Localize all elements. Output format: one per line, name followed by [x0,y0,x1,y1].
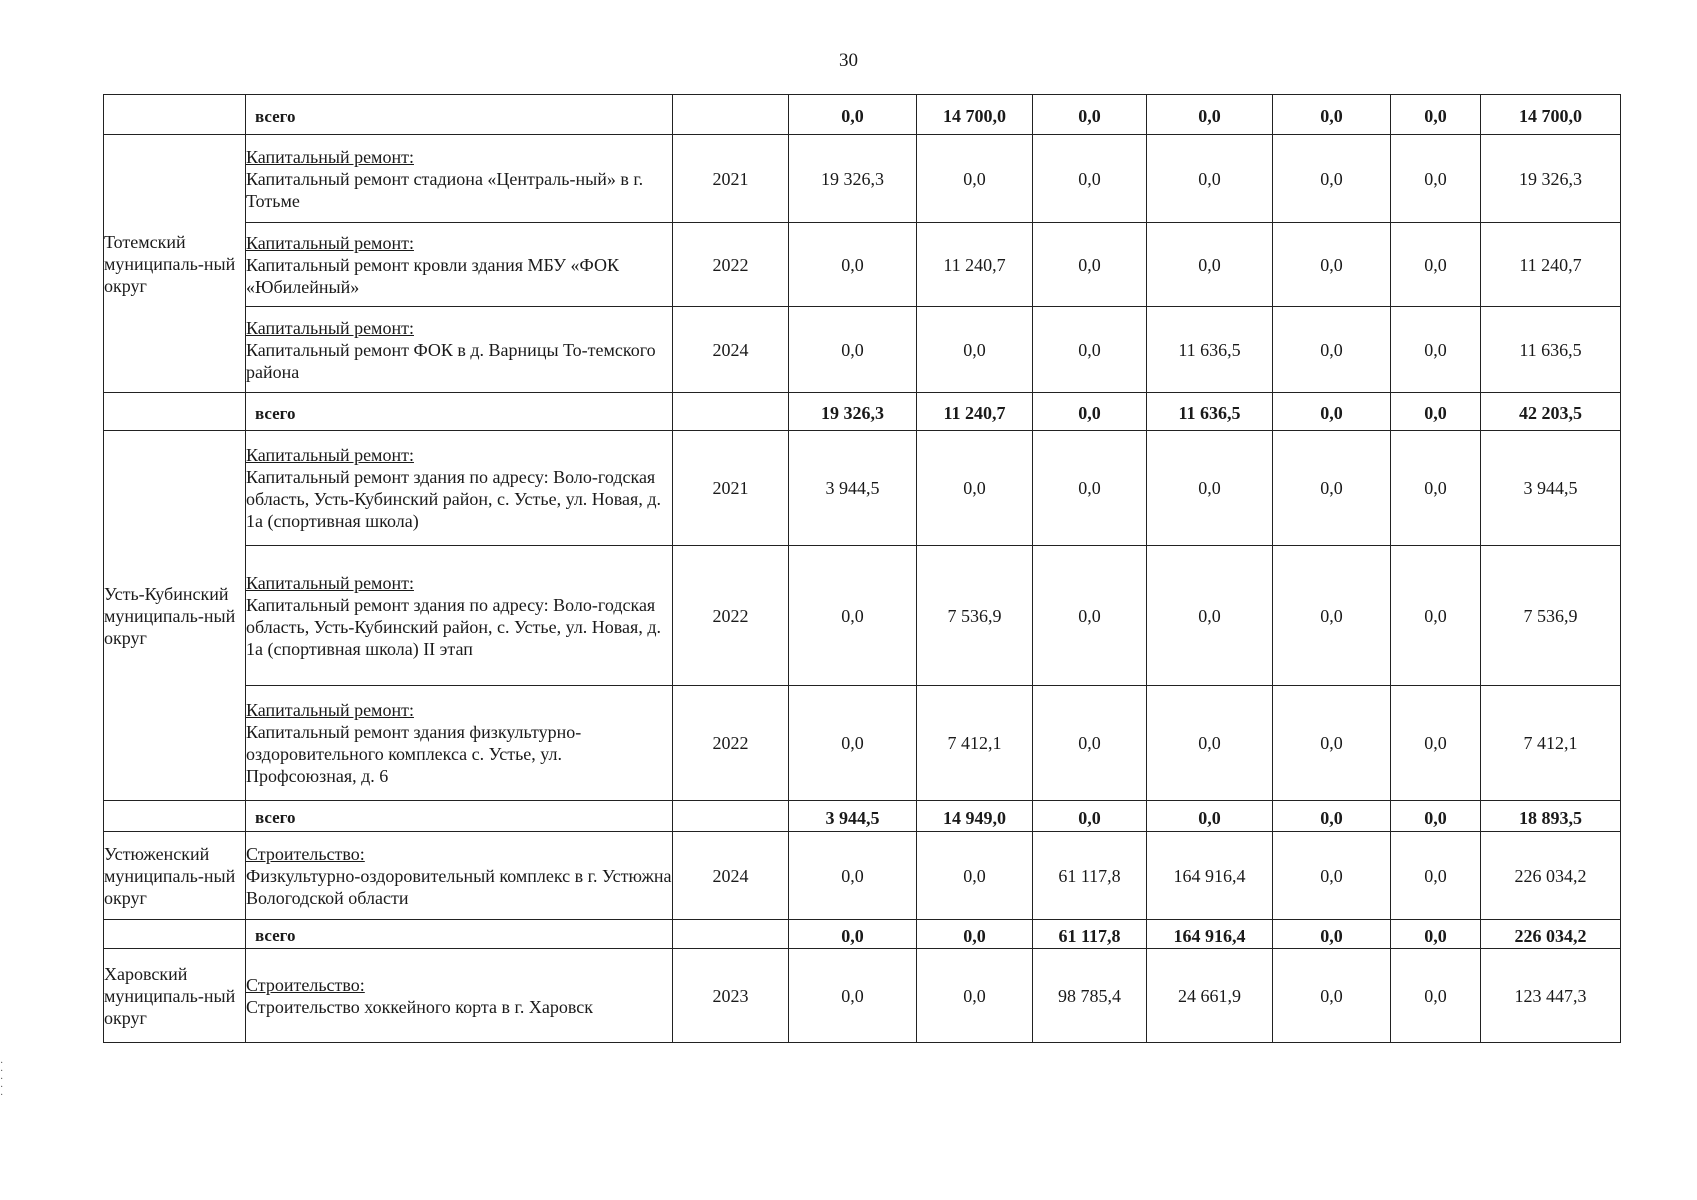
table-row [104,546,1621,686]
amount-cell: 0,0 [789,307,917,393]
amount-cell: 0,0 [1273,223,1391,307]
object-description [246,832,673,920]
amount-cell: 0,0 [1033,686,1147,801]
amount-cell: 0,0 [917,135,1033,223]
year-cell-empty [673,393,789,431]
object-description [246,307,673,393]
amount-cell: 0,0 [1273,920,1391,949]
amount-cell: 61 117,8 [1033,920,1147,949]
amount-cell: 0,0 [1391,949,1481,1043]
amount-cell: 3 944,5 [789,431,917,546]
amount-cell: 0,0 [1391,801,1481,832]
amount-cell: 0,0 [1391,95,1481,135]
amount-total: 11 636,5 [1481,307,1621,393]
total-label: всего [246,801,673,832]
amount-cell: 0,0 [789,546,917,686]
work-type-label: Капитальный ремонт: [246,232,414,253]
total-label: всего [246,920,673,949]
object-description [246,431,673,546]
amount-cell: 0,0 [1033,307,1147,393]
work-type-label: Капитальный ремонт: [246,700,414,720]
total-label: всего [246,393,673,431]
year-cell: 2022 [673,546,789,686]
year-cell: 2022 [673,686,789,801]
work-type-label: Строительство: [246,843,365,864]
amount-cell: 0,0 [1147,223,1273,307]
object-name: Капитальный ремонт здания по адресу: Воло-годская область, Усть-Кубинский район, с. Устье, ул. Новая, д. 1а (спортивная школа) [246,467,661,531]
amount-cell: 0,0 [1273,832,1391,920]
amount-cell: 0,0 [1391,307,1481,393]
table-row [104,223,1621,307]
work-type-label: Строительство: [246,974,365,995]
amount-total: 226 034,2 [1481,920,1621,949]
municipality-name: Усть-Кубинский муниципаль-ный округ [104,431,246,801]
table-body [104,95,1621,1043]
amount-cell: 0,0 [789,686,917,801]
amount-cell: 0,0 [1273,307,1391,393]
table-row [104,307,1621,393]
object-name: Капитальный ремонт ФОК в д. Варницы То-темского района [246,339,656,382]
funding-table [103,94,1621,1043]
amount-cell: 61 117,8 [1033,832,1147,920]
municipality-cell-empty [104,393,246,431]
table-row [104,686,1621,801]
year-cell: 2024 [673,307,789,393]
margin-marks: · · · · · [0,1058,4,1101]
object-description [246,135,673,223]
amount-cell: 0,0 [1147,546,1273,686]
amount-cell: 0,0 [1273,801,1391,832]
amount-cell: 7 536,9 [917,546,1033,686]
amount-cell: 0,0 [1273,686,1391,801]
amount-cell: 98 785,4 [1033,949,1147,1043]
amount-cell: 14 949,0 [917,801,1033,832]
amount-cell: 0,0 [1273,95,1391,135]
amount-cell: 0,0 [1391,686,1481,801]
total-row [104,393,1621,431]
amount-cell: 11 636,5 [1147,393,1273,431]
work-type-label: Капитальный ремонт: [246,146,414,167]
municipality-name: Харовский муниципаль-ный округ [104,949,246,1043]
object-name: Капитальный ремонт стадиона «Централь-ный» в г. Тотьме [246,168,644,211]
amount-total: 3 944,5 [1481,431,1621,546]
year-cell: 2021 [673,135,789,223]
amount-cell: 7 412,1 [917,686,1033,801]
object-name: Капитальный ремонт здания по адресу: Воло-годская область, Усть-Кубинский район, с. Устье, ул. Новая, д. 1а (спортивная школа) II этап [246,594,661,659]
amount-cell: 11 240,7 [917,393,1033,431]
amount-total: 226 034,2 [1481,832,1621,920]
amount-cell: 0,0 [1147,686,1273,801]
amount-total: 7 536,9 [1481,546,1621,686]
amount-total: 18 893,5 [1481,801,1621,832]
year-cell: 2023 [673,949,789,1043]
amount-cell: 0,0 [789,832,917,920]
total-row [104,801,1621,832]
municipality-cell-empty [104,920,246,949]
total-label: всего [246,95,673,135]
amount-cell: 0,0 [1033,393,1147,431]
amount-cell: 0,0 [1147,135,1273,223]
amount-cell: 14 700,0 [917,95,1033,135]
municipality-cell-empty [104,801,246,832]
amount-cell: 0,0 [1147,95,1273,135]
year-cell: 2024 [673,832,789,920]
amount-cell: 0,0 [1391,431,1481,546]
amount-cell: 0,0 [917,832,1033,920]
year-cell-empty [673,920,789,949]
object-name: Строительство хоккейного корта в г. Харовск [246,996,593,1017]
amount-cell: 0,0 [1391,393,1481,431]
table-row [104,431,1621,546]
amount-cell: 24 661,9 [1147,949,1273,1043]
table-row [104,832,1621,920]
object-name: Физкультурно-оздоровительный комплекс в г. Устюжна Вологодской области [246,865,672,908]
amount-cell: 0,0 [1033,223,1147,307]
amount-cell: 0,0 [789,920,917,949]
amount-cell: 0,0 [1033,135,1147,223]
amount-cell: 0,0 [789,949,917,1043]
object-name: Капитальный ремонт здания физкультурно-оздоровительного комплекса с. Устье, ул. Профсоюзная, д. 6 [246,722,582,786]
year-cell: 2021 [673,431,789,546]
municipality-cell-empty [104,95,246,135]
object-description [246,223,673,307]
object-description [246,546,673,686]
amount-cell: 0,0 [1033,801,1147,832]
amount-cell: 0,0 [1147,801,1273,832]
total-row [104,920,1621,949]
amount-cell: 11 240,7 [917,223,1033,307]
amount-cell: 0,0 [1391,546,1481,686]
amount-cell: 0,0 [789,223,917,307]
amount-cell: 164 916,4 [1147,920,1273,949]
table-row [104,135,1621,223]
amount-cell: 0,0 [1273,546,1391,686]
page-number: 30 [839,50,858,71]
amount-cell: 0,0 [1033,95,1147,135]
amount-cell: 0,0 [917,307,1033,393]
object-name: Капитальный ремонт кровли здания МБУ «ФОК «Юбилейный» [246,254,619,297]
amount-cell: 0,0 [917,949,1033,1043]
amount-cell: 19 326,3 [789,135,917,223]
municipality-name: Устюженский муниципаль-ный округ [104,832,246,920]
amount-cell: 0,0 [1033,431,1147,546]
amount-cell: 0,0 [1391,223,1481,307]
amount-cell: 0,0 [917,920,1033,949]
amount-total: 123 447,3 [1481,949,1621,1043]
work-type-label: Капитальный ремонт: [246,317,414,338]
amount-cell: 19 326,3 [789,393,917,431]
table-row [104,949,1621,1043]
amount-cell: 0,0 [1391,920,1481,949]
amount-cell: 0,0 [1273,431,1391,546]
amount-cell: 164 916,4 [1147,832,1273,920]
work-type-label: Капитальный ремонт: [246,445,414,465]
object-description [246,686,673,801]
amount-total: 42 203,5 [1481,393,1621,431]
amount-total: 14 700,0 [1481,95,1621,135]
year-cell-empty [673,95,789,135]
amount-cell: 0,0 [1273,135,1391,223]
amount-total: 19 326,3 [1481,135,1621,223]
amount-cell: 0,0 [1273,393,1391,431]
amount-cell: 0,0 [1033,546,1147,686]
object-description [246,949,673,1043]
amount-total: 11 240,7 [1481,223,1621,307]
amount-cell: 0,0 [1147,431,1273,546]
amount-cell: 3 944,5 [789,801,917,832]
work-type-label: Капитальный ремонт: [246,572,414,593]
year-cell-empty [673,801,789,832]
amount-cell: 0,0 [1391,135,1481,223]
year-cell: 2022 [673,223,789,307]
amount-cell: 11 636,5 [1147,307,1273,393]
municipality-name: Тотемский муниципаль-ный округ [104,135,246,393]
amount-cell: 0,0 [917,431,1033,546]
amount-cell: 0,0 [1391,832,1481,920]
amount-cell: 0,0 [789,95,917,135]
amount-total: 7 412,1 [1481,686,1621,801]
total-row [104,95,1621,135]
amount-cell: 0,0 [1273,949,1391,1043]
